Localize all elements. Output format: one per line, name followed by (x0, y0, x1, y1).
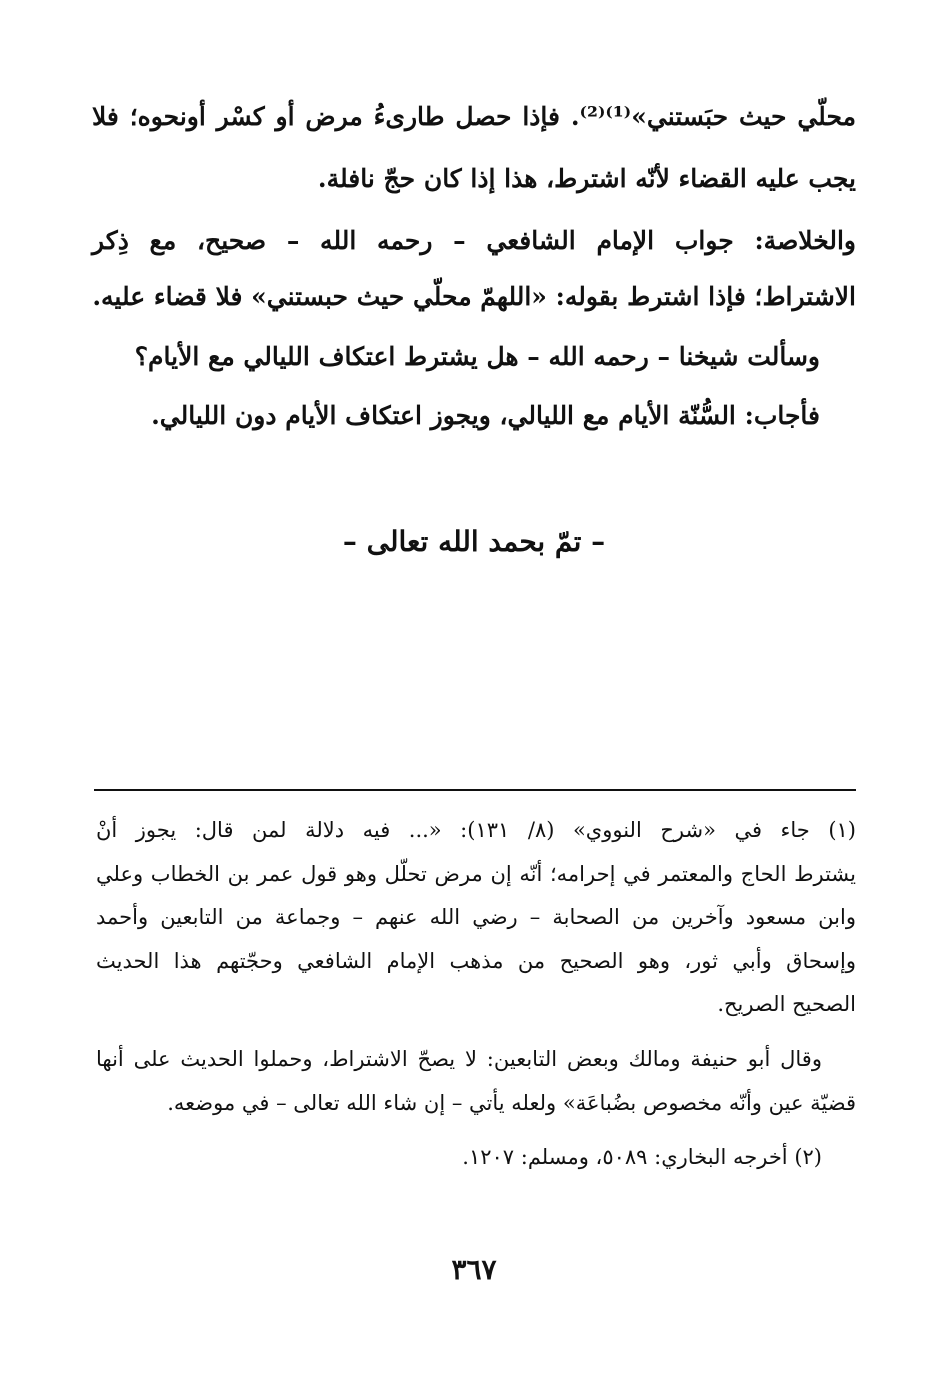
footnote-1-line-5: الصحيح الصريح. (717, 992, 856, 1016)
page-number: ٣٦٧ (451, 1253, 497, 1286)
paragraph-3-line-1: وسألت شيخنا – رحمه الله – هل يشترط اعتكاف الليالي مع الأيام؟ (134, 342, 820, 371)
footnote-1-line-1: (١) جاء في «شرح النووي» (٨/ ١٣١): «... فيه دلالة لمن قال: يجوز أنْ (96, 818, 856, 842)
footnote-2: (٢) أخرجه البخاري: ٥٠٨٩، ومسلم: ١٢٠٧. (462, 1145, 822, 1169)
footnote-1-line-4: وإسحاق وأبي ثور، وهو الصحيح من مذهب الإمام الشافعي وحجّتهم هذا الحديث (96, 949, 856, 973)
footnote-separator (94, 789, 856, 791)
paragraph-2-line-2: الاشتراط؛ فإذا اشترط بقوله: «اللهمّ محلّي حيث حبستني» فلا قضاء عليه. (92, 282, 856, 311)
paragraph-4-line-1: فأجاب: السُّنّة الأيام مع الليالي، ويجوز اعتكاف الأيام دون الليالي. (151, 401, 820, 430)
paragraph-1-line-2: يجب عليه القضاء لأنّه اشترط، هذا إذا كان حجّ نافلة. (317, 164, 856, 193)
footnote-1b-line-1: وقال أبو حنيفة ومالك وبعض التابعين: لا يصحّ الاشتراط، وحملوا الحديث على أنها (96, 1047, 822, 1071)
footnote-1-line-2: يشترط الحاج والمعتمر في إحرامه؛ أنّه إن مرض تحلّل وهو قول عمر بن الخطاب وعلي (96, 862, 856, 886)
paragraph-2-line-1: والخلاصة: جواب الإمام الشافعي – رحمه الله – صحيح، مع ذِكر (92, 226, 856, 255)
footnote-1b-line-2: قضيّة عين وأنّه مخصوص بضُباعَة» ولعله يأتي – إن شاء الله تعالى – في موضعه. (167, 1091, 856, 1115)
footnote-1-line-3: وابن مسعود وآخرين من الصحابة – رضي الله عنهم – وجماعة من التابعين وأحمد (96, 905, 856, 929)
closing-phrase: – تمّ بحمد الله تعالى – (342, 525, 606, 558)
paragraph-1-line-1: محلّي حيث حبَستني»⁽¹⁾⁽²⁾. فإذا حصل طارىءُ مرض أو كسْر أونحوه؛ فلا (92, 102, 856, 131)
